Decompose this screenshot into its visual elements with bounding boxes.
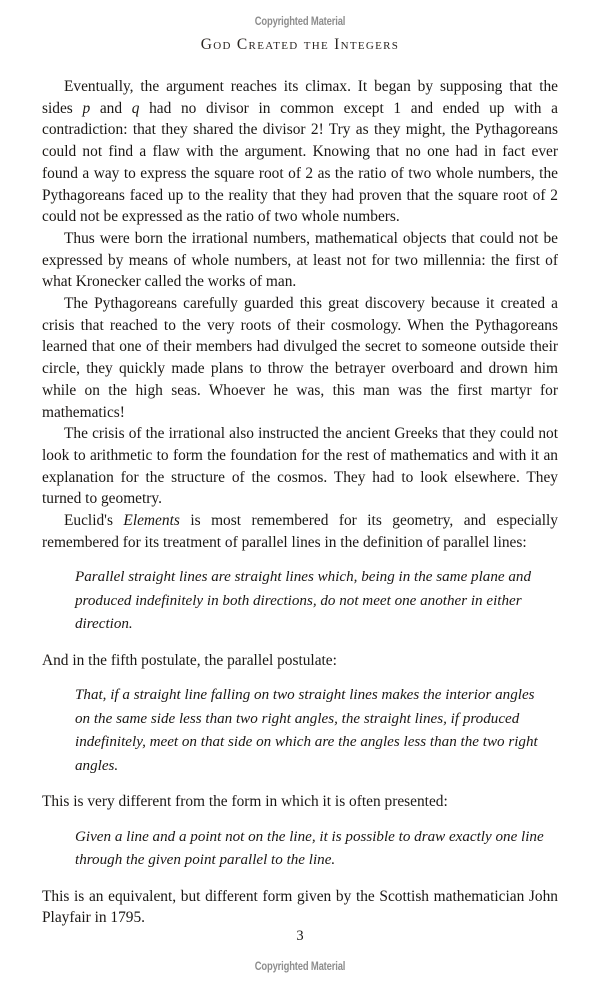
spacer-after-quote-1 <box>42 637 558 650</box>
quote-parallel-straight-lines: Parallel straight lines are straight lines which, being in the same plane and produced indefinitely in both directions, do not meet one another in either direction. <box>75 569 531 633</box>
paragraph-eventually-text-c: had no divisor in common except 1 and ended up with a contradiction: that they shared the divisor 2! Try as they might, the Pythagoreans could not find a flaw with the argument. Knowing that no one had in fact ever found a way to express the square root of 2 as the ratio of two whole numbers, the Pythagoreans faced up to the reality that they had proven that the square root of 2 could not be expressed as the ratio of two whole numbers. <box>42 99 558 226</box>
paragraph-crisis-of-irrational: The crisis of the irrational also instructed the ancient Greeks that they could not look to arithmetic to form the foundation for the rest of mathematics and with it an explanation for the structure of the cosmos. They had to look elsewhere. They turned to geometry. <box>42 425 558 508</box>
variable-p: p <box>82 99 91 117</box>
variable-q: q <box>131 99 140 117</box>
book-title-elements: Elements <box>123 512 180 530</box>
quote-fifth-postulate: That, if a straight line falling on two straight lines makes the interior angles on the same side less than two right angles, the straight lines, if produced indefinitely, meet on that side on which are the angles less than the two right angles. <box>75 687 538 774</box>
paragraph-eventually-text-b: and <box>90 99 132 117</box>
paragraph-eventually-text-a: Eventually, the argument reaches its climax. It began by supposing that the sides <box>42 78 558 117</box>
paragraph-very-different-form: This is very different from the form in which it is often presented: <box>42 793 448 811</box>
paragraph-euclid-text-a: Euclid's <box>64 512 124 530</box>
quote-playfair-axiom: Given a line and a point not on the line, it is possible to draw exactly one line through the given point parallel to the line. <box>75 828 544 869</box>
spacer-before-quote-1 <box>42 553 558 566</box>
running-head: God Created the Integers <box>200 36 400 53</box>
paragraph-euclid-text-b: is most remembered for its geometry, and especially remembered for its treatment of parallel lines in the definition of parallel lines: <box>42 512 558 551</box>
body-text-block <box>42 76 558 929</box>
paragraph-euclid-elements <box>42 510 558 553</box>
copyright-watermark-bottom: Copyrighted Material <box>254 961 346 973</box>
paragraph-pythagoreans-guarded: The Pythagoreans carefully guarded this great discovery because it created a crisis that reached to the very roots of their cosmology. When the Pythagoreans learned that one of their members had divulged the secret to someone outside their circle, they quickly made plans to throw the betrayer overboard and drown him while on the high seas. Whoever he was, this man was the first martyr for mathematics! <box>42 295 558 421</box>
copyright-watermark-top: Copyrighted Material <box>254 16 346 28</box>
spacer-before-quote-2 <box>42 671 558 684</box>
spacer-after-quote-2 <box>42 778 558 791</box>
paragraph-thus-were-born: Thus were born the irrational numbers, mathematical objects that could not be expressed by means of whole numbers, at least not for two millennia: the first of what Kronecker called the works of man. <box>42 229 558 291</box>
spacer-after-quote-3 <box>42 873 558 886</box>
paragraph-playfair-equivalent: This is an equivalent, but different form given by the Scottish mathematician John Playfair in 1795. <box>42 887 558 927</box>
paragraph-eventually <box>42 76 558 228</box>
page-number: 3 <box>296 928 304 944</box>
paragraph-fifth-postulate: And in the fifth postulate, the parallel postulate: <box>42 651 337 669</box>
spacer-before-quote-3 <box>42 813 558 826</box>
